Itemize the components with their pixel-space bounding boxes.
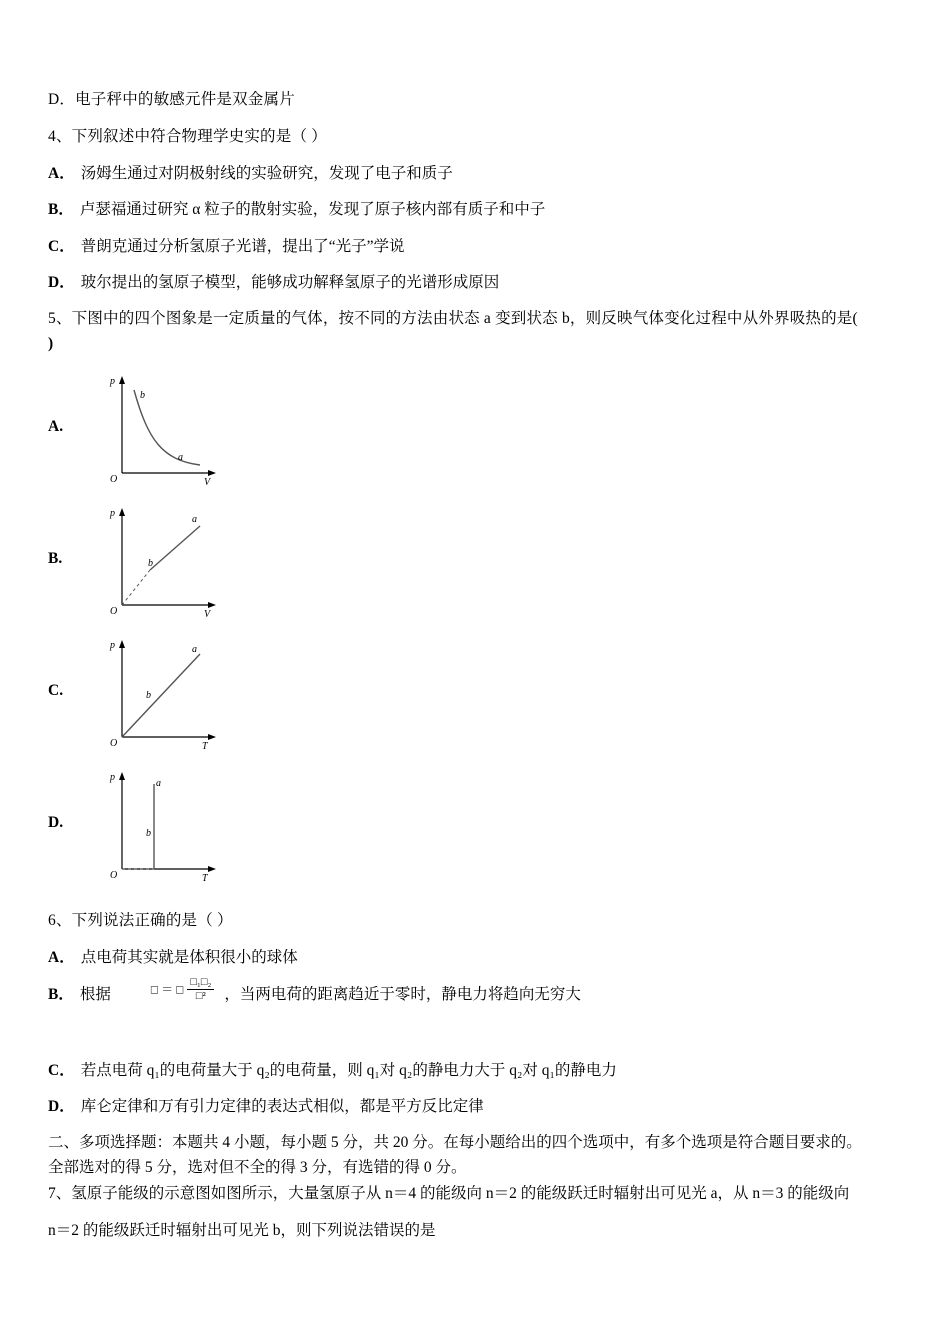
q6-option-a-text: 点电荷其实就是体积很小的球体 bbox=[80, 949, 298, 967]
q4-option-a-label: A． bbox=[48, 165, 75, 183]
q4-stem: 4、下列叙述中符合物理学史实的是（ ） bbox=[48, 128, 327, 146]
q4-option-c-text: 普朗克通过分析氢原子光谱，提出了“光子”学说 bbox=[80, 237, 405, 255]
q4-option-a-text: 汤姆生通过对阴极射线的实验研究，发现了电子和质子 bbox=[80, 165, 453, 183]
q4-option-c bbox=[48, 235, 910, 258]
q4-option-b-text: 卢瑟福通过研究 α 粒子的散射实验，发现了原子核内部有质子和中子 bbox=[79, 201, 546, 219]
q4-option-b bbox=[48, 198, 910, 221]
q5-graph-a bbox=[92, 368, 222, 486]
svg-text:V: V bbox=[204, 477, 211, 487]
svg-text:a: a bbox=[156, 778, 161, 790]
q6-option-b-text-after: ，当两电荷的距离趋近于零时，静电力将趋向无穷大 bbox=[224, 986, 581, 1004]
q5-option-a-label: A. bbox=[48, 418, 64, 436]
svg-text:a: a bbox=[192, 514, 197, 526]
svg-text:T: T bbox=[202, 873, 208, 883]
svg-text:p: p bbox=[110, 376, 115, 388]
q6-option-c bbox=[48, 1059, 910, 1082]
q5-option-b-label: B. bbox=[48, 550, 63, 568]
svg-text:O: O bbox=[110, 474, 118, 486]
svg-text:p: p bbox=[110, 772, 115, 784]
q4-option-b-label: B． bbox=[48, 201, 74, 219]
svg-text:V: V bbox=[204, 609, 211, 619]
formula-lhs: □ ＝ □ bbox=[150, 982, 184, 997]
svg-text:p: p bbox=[110, 640, 115, 652]
q5-option-d-label: D. bbox=[48, 814, 64, 832]
svg-text:T: T bbox=[202, 741, 208, 751]
q5-graph-c bbox=[92, 632, 222, 750]
svg-text:a: a bbox=[178, 452, 183, 464]
formula-numerator: □₁□₂ bbox=[187, 976, 214, 990]
q3-option-d: D．电子秤中的敏感元件是双金属片 bbox=[48, 91, 295, 108]
q6-option-c-text: 若点电荷 q₁的电荷量大于 q₂的电荷量，则 q₁对 q₂的静电力大于 q₂对 q₁的静电力 bbox=[80, 1061, 617, 1079]
q5-option-b-row bbox=[48, 495, 910, 623]
coulomb-formula bbox=[151, 976, 214, 1002]
q7-line2: n＝2 的能级跃迁时辐射出可见光 b，则下列说法错误的是 bbox=[48, 1221, 436, 1239]
q4-option-d-text: 玻尔提出的氢原子模型，能够成功解释氢原子的光谱形成原因 bbox=[80, 273, 500, 291]
section2-line2: 全部选对的得 5 分，选对但不全的得 3 分，有选错的得 0 分。 bbox=[48, 1159, 467, 1177]
svg-text:b: b bbox=[146, 690, 151, 702]
q5-option-d-row bbox=[48, 759, 910, 887]
q4-option-d bbox=[48, 271, 910, 294]
q5-graph-d bbox=[92, 764, 222, 882]
q6-option-c-label: C． bbox=[48, 1061, 75, 1079]
svg-text:O: O bbox=[110, 738, 118, 750]
document-content bbox=[48, 88, 910, 1244]
formula-denominator: □² bbox=[195, 989, 206, 1002]
svg-text:p: p bbox=[110, 508, 115, 520]
q4-option-a bbox=[48, 162, 910, 185]
q5-option-a-row bbox=[48, 363, 910, 491]
svg-text:b: b bbox=[140, 390, 145, 402]
q6-option-a-label: A． bbox=[48, 949, 75, 967]
q7-line1: 7、氢原子能级的示意图如图所示，大量氢原子从 n＝4 的能级向 n＝2 的能级跃迁时辐射出可见光 a，从 n＝3 的能级向 bbox=[48, 1184, 850, 1202]
q6-option-b bbox=[48, 976, 910, 1008]
q4-option-d-label: D． bbox=[48, 273, 75, 291]
formula-fraction bbox=[187, 976, 214, 1002]
svg-text:a: a bbox=[192, 644, 197, 656]
svg-text:O: O bbox=[110, 606, 118, 618]
svg-text:b: b bbox=[146, 828, 151, 840]
q6-option-b-text-before: 根据 bbox=[79, 986, 111, 1004]
q6-option-d-text: 库仑定律和万有引力定律的表达式相似，都是平方反比定律 bbox=[80, 1097, 484, 1115]
q5-option-c-label: C. bbox=[48, 682, 64, 700]
q5-option-c-row bbox=[48, 627, 910, 755]
svg-text:O: O bbox=[110, 870, 118, 882]
q5-stem: 5、下图中的四个图象是一定质量的气体，按不同的方法由状态 a 变到状态 b，则反映气体变化过程中从外界吸热的是( bbox=[48, 310, 858, 328]
q5-graph-b bbox=[92, 500, 222, 618]
q6-option-b-label: B． bbox=[48, 986, 74, 1004]
q6-option-d-label: D． bbox=[48, 1097, 75, 1115]
q6-option-d bbox=[48, 1095, 910, 1118]
svg-text:b: b bbox=[148, 558, 153, 570]
q6-option-a bbox=[48, 946, 910, 969]
section2-line1: 二、多项选择题：本题共 4 小题，每小题 5 分，共 20 分。在每小题给出的四个选项中，有多个选项是符合题目要求的。 bbox=[48, 1134, 862, 1152]
q4-option-c-label: C． bbox=[48, 237, 75, 255]
q6-stem: 6、下列说法正确的是（ ） bbox=[48, 912, 233, 930]
q5-stem-tail: ) bbox=[48, 335, 54, 353]
